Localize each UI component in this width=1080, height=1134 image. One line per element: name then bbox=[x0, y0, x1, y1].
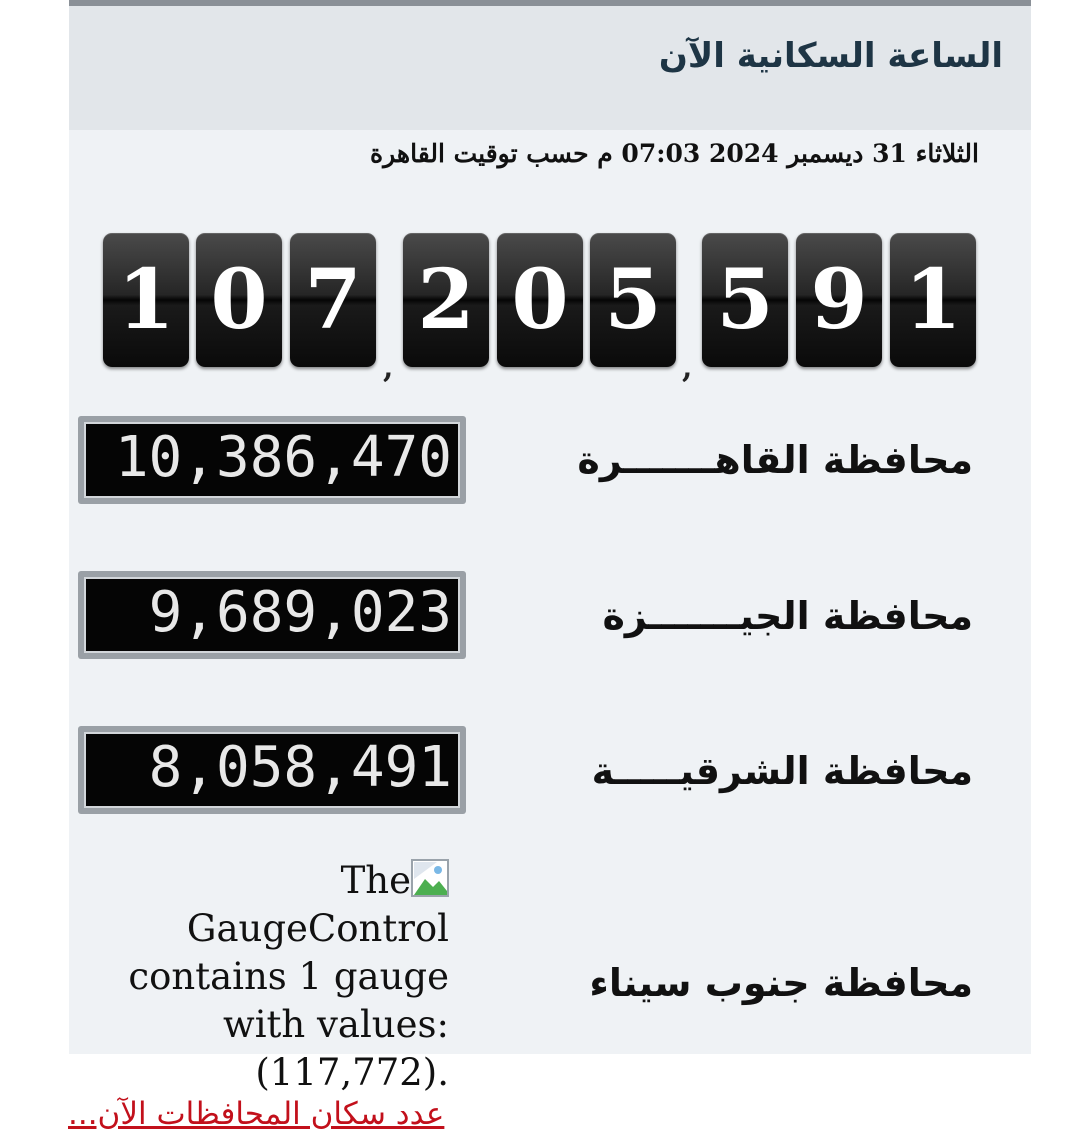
sharqia-population-display bbox=[78, 726, 466, 814]
gauge-alt-word: The bbox=[340, 859, 411, 902]
sharqia-population-value: 8,058,491 bbox=[84, 732, 460, 808]
cairo-population-value: 10,386,470 bbox=[84, 422, 460, 498]
counter-digit: 1 bbox=[890, 233, 976, 367]
gauge-alt-text: GaugeControl contains 1 gauge with values: (117,772). bbox=[128, 907, 449, 1094]
counter-digit: 9 bbox=[796, 233, 882, 367]
governorate-label-giza: محافظة الجيـــــــزة bbox=[602, 594, 973, 638]
date-time-line: الثلاثاء 31 ديسمبر 2024 07:03 م حسب توقيت القاهرة bbox=[370, 139, 979, 168]
counter-digit: 5 bbox=[702, 233, 788, 367]
counter-separator: , bbox=[383, 350, 394, 385]
counter-digit: 2 bbox=[403, 233, 489, 367]
widget-title: الساعة السكانية الآن bbox=[658, 36, 1003, 76]
governorate-label-south-sinai: محافظة جنوب سيناء bbox=[589, 961, 973, 1005]
governorates-population-link[interactable]: عدد سكان المحافظات الآن... bbox=[68, 1096, 445, 1132]
giza-population-value: 9,689,023 bbox=[84, 577, 460, 653]
widget-header bbox=[69, 6, 1031, 130]
governorate-label-cairo: محافظة القاهـــــــرة bbox=[577, 438, 973, 482]
counter-separator: , bbox=[682, 350, 693, 385]
counter-digit: 5 bbox=[590, 233, 676, 367]
giza-population-display bbox=[78, 571, 466, 659]
counter-digit: 1 bbox=[103, 233, 189, 367]
counter-digit: 0 bbox=[497, 233, 583, 367]
counter-digit: 7 bbox=[290, 233, 376, 367]
counter-digit: 0 bbox=[196, 233, 282, 367]
gauge-broken-image-alt bbox=[109, 857, 449, 1097]
broken-image-icon bbox=[411, 859, 449, 897]
governorate-label-sharqia: محافظة الشرقيـــــة bbox=[591, 749, 973, 793]
cairo-population-display bbox=[78, 416, 466, 504]
